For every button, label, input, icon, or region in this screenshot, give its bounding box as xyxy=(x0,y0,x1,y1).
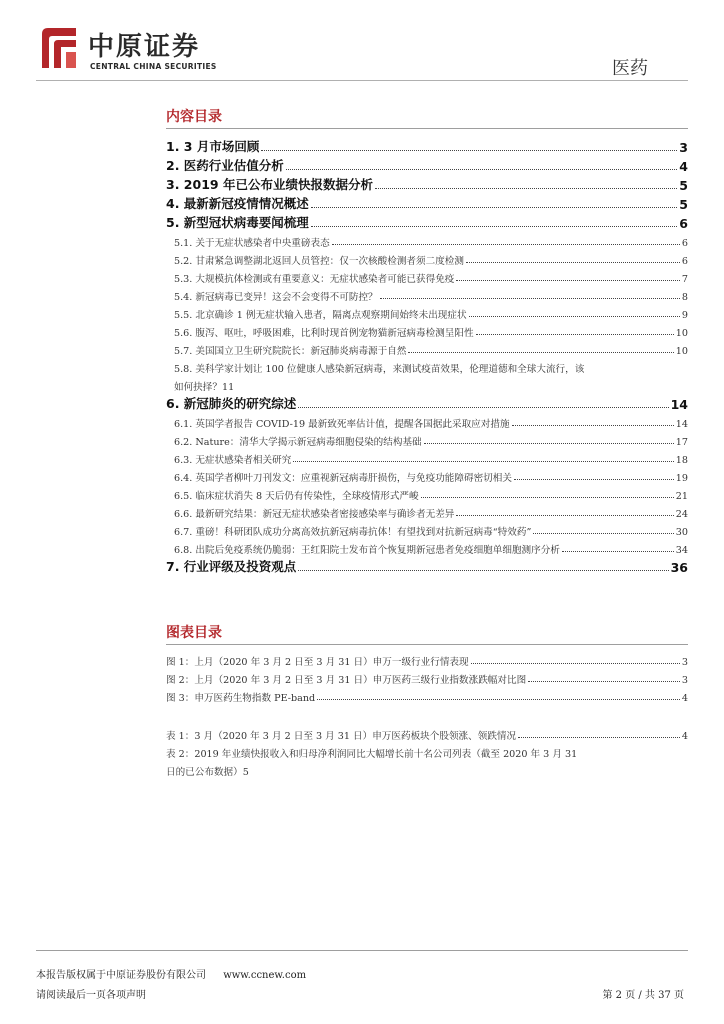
chart-entry-label: 图 1：上月（2020 年 3 月 2 日至 3 月 31 日）申万一级行业行情表现 xyxy=(166,657,469,668)
toc-leader-dots xyxy=(311,207,677,208)
toc-leader-dots xyxy=(421,497,674,498)
toc-leader-dots xyxy=(469,316,680,317)
toc-entry[interactable] xyxy=(166,448,688,466)
toc-page-number: 10 xyxy=(675,328,688,339)
sector-label: 医药 xyxy=(612,58,648,79)
chart-entry-label: 图 3：申万医药生物指数 PE-band xyxy=(166,693,316,704)
table-list xyxy=(166,724,688,778)
table-entry-page: 5 xyxy=(242,767,249,778)
toc-entry-label: 6.8. 出院后免疫系统仍脆弱：王红阳院士发布首个恢复期新冠患者免疫细胞单细胞测序分析 xyxy=(174,545,560,556)
footer-divider xyxy=(36,950,688,951)
toc-entry-label: 3. 2019 年已公布业绩快报数据分析 xyxy=(166,177,373,192)
toc-title-divider xyxy=(166,128,688,129)
chart-entry[interactable] xyxy=(166,686,688,704)
figures-title-divider xyxy=(166,644,688,645)
toc-page-number: 18 xyxy=(675,455,688,466)
toc-entry-label: 6.6. 最新研究结果：新冠无症状感染者密接感染率与确诊者无差异 xyxy=(174,509,455,520)
table-entry-label: 表 2：2019 年业绩快报收入和归母净利润同比大幅增长前十名公司列表（截至 2020 年 3 月 31 xyxy=(166,749,578,760)
footer-line-2 xyxy=(36,986,688,1001)
toc-entry[interactable] xyxy=(166,267,688,285)
toc-entry[interactable] xyxy=(166,249,688,267)
toc-entry[interactable] xyxy=(166,357,688,393)
toc-leader-dots xyxy=(528,681,680,682)
toc-page-number: 11 xyxy=(221,382,235,393)
toc-entry[interactable] xyxy=(166,538,688,556)
table-entry-label-cont: 日的已公布数据） xyxy=(166,767,243,778)
toc-leader-dots xyxy=(456,280,680,281)
website-link[interactable]: www.ccnew.com xyxy=(223,970,307,981)
toc-entry[interactable] xyxy=(166,484,688,502)
table-entry[interactable] xyxy=(166,742,688,778)
toc-page-number: 9 xyxy=(681,310,688,321)
toc-chapter[interactable] xyxy=(166,556,688,575)
footer-line-1 xyxy=(36,966,688,981)
company-name-cn: 中原证券 xyxy=(88,32,201,62)
chart-entry-page: 3 xyxy=(681,675,688,686)
toc-entry-label: 6.3. 无症状感染者相关研究 xyxy=(174,455,292,466)
toc-entry-label: 5.8. 美科学家计划让 100 位健康人感染新冠病毒，来测试疫苗效果，伦理道德和全球大流行，该 xyxy=(174,364,585,375)
table-entry-line xyxy=(166,742,688,760)
toc-leader-dots xyxy=(311,226,677,227)
toc-entry-label: 5.1. 关于无症状感染者中央重磅表态 xyxy=(174,238,330,249)
toc-entry-label: 6.4. 英国学者柳叶刀刊发文：应重视新冠病毒肝损伤，与免疫功能障碍密切相关 xyxy=(174,473,512,484)
toc-leader-dots xyxy=(514,479,674,480)
chart-entry-label: 图 2：上月（2020 年 3 月 2 日至 3 月 31 日）申万医药三级行业指数涨跌幅对比图 xyxy=(166,675,527,686)
toc-leader-dots xyxy=(332,244,680,245)
toc-chapter[interactable] xyxy=(166,174,688,193)
toc-entry[interactable] xyxy=(166,303,688,321)
toc-entry[interactable] xyxy=(166,285,688,303)
toc-entry[interactable] xyxy=(166,231,688,249)
toc-entry[interactable] xyxy=(166,502,688,520)
toc-leader-dots xyxy=(408,352,673,353)
toc-page-number: 5 xyxy=(679,178,688,193)
toc-page-number: 8 xyxy=(681,292,688,303)
toc-leader-dots xyxy=(380,298,680,299)
toc-leader-dots xyxy=(512,425,674,426)
toc-entry-label: 5.5. 北京确诊 1 例无症状输入患者，隔离点观察期间始终未出现症状 xyxy=(174,310,467,321)
toc-entry-label: 5.3. 大规模抗体检测或有重要意义：无症状感染者可能已获得免疫 xyxy=(174,274,455,285)
copyright-text: 本报告版权属于中原证券股份有限公司 xyxy=(36,970,206,981)
table-entry-page: 4 xyxy=(681,731,688,742)
toc-entry-label-cont: 如何抉择？ xyxy=(174,382,222,393)
toc-page-number: 6 xyxy=(681,256,688,267)
toc-leader-dots xyxy=(471,663,680,664)
toc-entry-label: 5.7. 美国国立卫生研究院院长：新冠肺炎病毒源于自然 xyxy=(174,346,407,357)
toc-page-number: 4 xyxy=(679,159,688,174)
toc-entry-label: 6.5. 临床症状消失 8 天后仍有传染性，全球疫情形式严峻 xyxy=(174,491,419,502)
table-of-contents xyxy=(166,136,688,575)
toc-page-number: 19 xyxy=(675,473,688,484)
toc-leader-dots xyxy=(476,334,674,335)
toc-leader-dots xyxy=(424,443,674,444)
toc-leader-dots xyxy=(293,461,673,462)
toc-leader-dots xyxy=(375,188,677,189)
toc-chapter[interactable] xyxy=(166,193,688,212)
toc-entry-label: 6.7. 重磅！科研团队成功分离高效抗新冠病毒抗体！有望找到对抗新冠病毒“特效药” xyxy=(174,527,532,538)
toc-entry-label: 6.1. 英国学者报告 COVID-19 最新致死率估计值，提醒各国据此采取应对措施 xyxy=(174,419,510,430)
toc-page-number: 6 xyxy=(681,238,688,249)
toc-page-number: 36 xyxy=(670,560,688,575)
toc-page-number: 3 xyxy=(679,140,688,155)
page-number: 第 2 页 / 共 37 页 xyxy=(602,990,684,1001)
toc-leader-dots xyxy=(261,150,677,151)
table-entry[interactable] xyxy=(166,724,688,742)
toc-leader-dots xyxy=(466,262,680,263)
toc-leader-dots xyxy=(298,407,668,408)
toc-leader-dots xyxy=(298,570,668,571)
toc-chapter[interactable] xyxy=(166,212,688,231)
toc-chapter[interactable] xyxy=(166,393,688,412)
toc-entry-label: 5.6. 腹泻、呕吐，呼吸困难，比利时现首例宠物猫新冠病毒检测呈阳性 xyxy=(174,328,474,339)
toc-title: 内容目录 xyxy=(166,109,222,125)
chart-entry-page: 4 xyxy=(681,693,688,704)
toc-entry-label: 6.2. Nature：清华大学揭示新冠病毒细胞侵染的结构基础 xyxy=(174,437,422,448)
toc-entry-label: 5. 新型冠状病毒要闻梳理 xyxy=(166,215,309,230)
toc-page-number: 14 xyxy=(675,419,688,430)
chart-entry[interactable] xyxy=(166,668,688,686)
toc-entry-label: 5.4. 新冠病毒已变异！这会不会变得不可防控？ xyxy=(174,292,378,303)
toc-entry[interactable] xyxy=(166,321,688,339)
toc-leader-dots xyxy=(518,737,680,738)
table-entry-label: 表 1：3 月（2020 年 3 月 2 日至 3 月 31 日）申万医药板块个股领涨、领跌情况 xyxy=(166,731,517,742)
toc-entry[interactable] xyxy=(166,339,688,357)
toc-leader-dots xyxy=(456,515,673,516)
toc-entry[interactable] xyxy=(166,430,688,448)
chart-entry[interactable] xyxy=(166,650,688,668)
toc-leader-dots xyxy=(317,699,680,700)
toc-chapter[interactable] xyxy=(166,155,688,174)
figures-title: 图表目录 xyxy=(166,625,222,641)
toc-page-number: 21 xyxy=(675,491,688,502)
company-logo-icon xyxy=(36,24,82,72)
toc-page-number: 17 xyxy=(675,437,688,448)
company-name-en: CENTRAL CHINA SECURITIES xyxy=(90,62,217,71)
toc-entry-label: 4. 最新新冠疫情情况概述 xyxy=(166,196,309,211)
toc-entry[interactable] xyxy=(166,466,688,484)
toc-entry[interactable] xyxy=(166,412,688,430)
toc-leader-dots xyxy=(286,169,677,170)
toc-entry-label: 6. 新冠肺炎的研究综述 xyxy=(166,396,297,411)
toc-entry-line xyxy=(174,357,688,375)
toc-page-number: 24 xyxy=(675,509,688,520)
chart-list xyxy=(166,650,688,704)
header-divider xyxy=(36,80,688,81)
toc-entry-line xyxy=(174,375,688,393)
toc-leader-dots xyxy=(533,533,673,534)
disclaimer-text: 请阅读最后一页各项声明 xyxy=(36,990,146,1001)
toc-chapter[interactable] xyxy=(166,136,688,155)
page-header xyxy=(36,18,688,80)
toc-entry-label: 1. 3 月市场回顾 xyxy=(166,139,260,154)
toc-entry-label: 5.2. 甘肃紧急调整湖北返回人员管控：仅一次核酸检测者须二度检测 xyxy=(174,256,464,267)
toc-page-number: 7 xyxy=(681,274,688,285)
toc-page-number: 14 xyxy=(670,397,688,412)
toc-page-number: 5 xyxy=(679,197,688,212)
toc-entry-label: 2. 医药行业估值分析 xyxy=(166,158,284,173)
toc-page-number: 34 xyxy=(675,545,688,556)
toc-page-number: 30 xyxy=(675,527,688,538)
toc-entry-label: 7. 行业评级及投资观点 xyxy=(166,559,297,574)
toc-entry[interactable] xyxy=(166,520,688,538)
chart-entry-page: 3 xyxy=(681,657,688,668)
toc-page-number: 6 xyxy=(679,216,688,231)
table-entry-line xyxy=(166,760,688,778)
toc-leader-dots xyxy=(562,551,674,552)
toc-page-number: 10 xyxy=(675,346,688,357)
